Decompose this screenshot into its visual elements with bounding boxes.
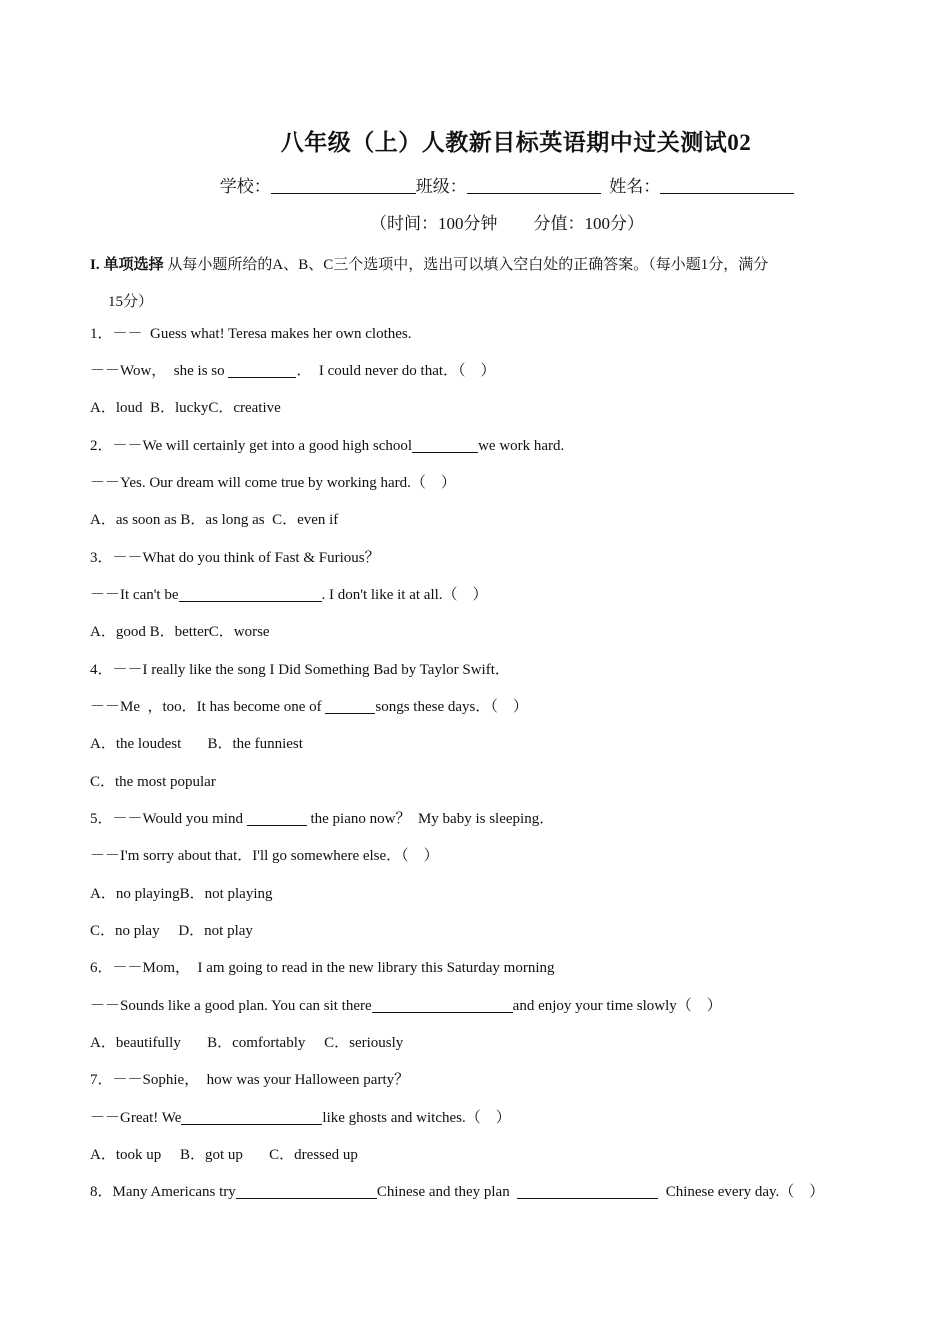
school-field[interactable]: [271, 177, 416, 194]
class-field[interactable]: [467, 177, 601, 194]
question-8-prompt: 8．Many Americans try Chinese and they plan Chinese every day.（ ）: [90, 1184, 825, 1200]
name-field[interactable]: [660, 177, 794, 194]
section-heading: I. 单项选择: [90, 257, 164, 273]
question-5-reply: －－I'm sorry about that．I'll go somewhere else．（ ）: [90, 848, 439, 864]
question-1-options: A．loud B．luckyC．creative: [90, 400, 281, 416]
question-3-prompt: 3．－－What do you think of Fast & Furious？: [90, 550, 380, 566]
answer-blank[interactable]: [325, 697, 375, 714]
name-label: 姓名：: [609, 177, 661, 196]
answer-blank[interactable]: [247, 809, 307, 826]
answer-blank[interactable]: [181, 1108, 322, 1125]
question-1-reply: －－Wow， she is so ． I could never do that．（ ）: [90, 363, 496, 379]
question-4-options-cont: C．the most popular: [90, 774, 216, 790]
question-2-reply: －－Yes. Our dream will come true by working hard.（ ）: [90, 475, 456, 491]
section-instruction: [90, 247, 880, 321]
question-7-prompt: 7．－－Sophie， how was your Halloween party？: [90, 1072, 410, 1088]
answer-blank[interactable]: [517, 1182, 658, 1199]
question-7-reply: －－Great! We like ghosts and witches.（ ）: [90, 1110, 511, 1126]
page-title: 八年级（上）人教新目标英语期中过关测试02: [280, 130, 752, 155]
instruction-text: 从每小题所给的A、B、C三个选项中，选出可以填入空白处的正确答案。（每小题1分，满分: [163, 257, 769, 273]
instruction-text-cont: 15分）: [108, 294, 154, 310]
question-5-prompt: 5．－－Would you mind the piano now？ My baby is sleeping．: [90, 811, 555, 827]
question-4-reply: －－Me ，too．It has become one of songs these days．（ ）: [90, 699, 528, 715]
question-5-options: A．no playingB．not playing: [90, 886, 273, 902]
student-info-row: [0, 172, 950, 197]
question-4-prompt: 4．－－I really like the song I Did Something Bad by Taylor Swift．: [90, 662, 510, 678]
question-3-options: A．good B．betterC．worse: [90, 624, 270, 640]
question-7-options: A．took up B．got up C．dressed up: [90, 1147, 358, 1163]
question-5-options-cont: C．no play D．not play: [90, 923, 253, 939]
answer-blank[interactable]: [228, 361, 296, 378]
question-4-options: A．the loudest B．the funniest: [90, 736, 303, 752]
exam-score: 分值：100分）: [533, 214, 644, 233]
question-6-prompt: 6．－－Mom， I am going to read in the new library this Saturday morning: [90, 960, 555, 976]
school-label: 学校：: [219, 177, 271, 196]
exam-meta: [0, 209, 950, 234]
answer-blank[interactable]: [179, 585, 322, 602]
answer-blank[interactable]: [412, 436, 478, 453]
exam-time: （时间：100分钟: [370, 214, 498, 233]
question-6-options: A．beautifully B．comfortably C．seriously: [90, 1035, 404, 1051]
question-1-prompt: 1．－－ Guess what! Teresa makes her own clothes.: [90, 326, 412, 342]
question-6-reply: －－Sounds like a good plan. You can sit there and enjoy your time slowly（ ）: [90, 998, 722, 1014]
question-3-reply: －－It can't be . I don't like it at all.（ ）: [90, 587, 488, 603]
class-label: 班级：: [415, 177, 467, 196]
answer-blank[interactable]: [372, 996, 513, 1013]
question-2-options: A．as soon as B．as long as C．even if: [90, 512, 339, 528]
answer-blank[interactable]: [236, 1182, 377, 1199]
question-2-prompt: 2．－－We will certainly get into a good high school we work hard.: [90, 438, 565, 454]
